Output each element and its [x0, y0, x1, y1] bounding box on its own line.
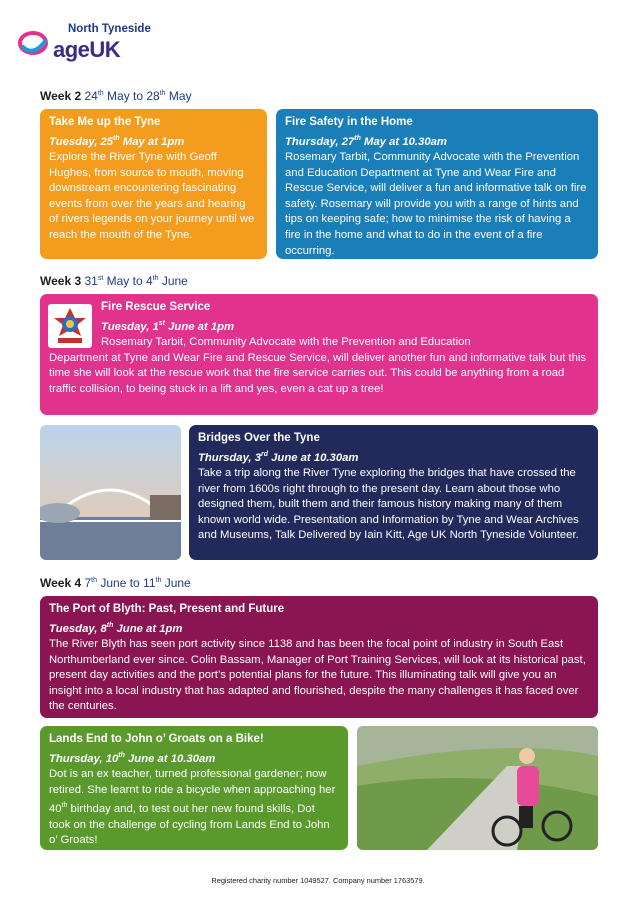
- event-card-fire-rescue-service: [40, 294, 598, 415]
- event-card-take-me-up-the-tyne: [40, 109, 267, 259]
- week-4-heading: Week 4 7th June to 11th June: [40, 576, 191, 590]
- footer-registration-text: Registered charity number 1049527. Company number 1763579.: [211, 876, 425, 885]
- logo-org-name: North Tyneside: [68, 23, 151, 35]
- event-date: Tuesday, 1st June at 1pm: [101, 319, 235, 333]
- age-uk-logo: [18, 18, 178, 62]
- event-title: Fire Rescue Service: [101, 301, 211, 313]
- event-title: Bridges Over the Tyne: [198, 432, 320, 444]
- event-card-bridges-over-the-tyne: [189, 425, 598, 560]
- week-2-heading: Week 2 24th May to 28th May: [40, 89, 192, 103]
- week-3-heading: Week 3 31st May to 4th June: [40, 274, 188, 288]
- event-date: Thursday, 3rd June at 10.30am: [198, 450, 359, 464]
- event-card-lands-end-to-john-o-groats: [40, 726, 348, 850]
- event-description: Rosemary Tarbit, Community Advocate with the Prevention and Education Department at Tyne and Wear Fire and Rescue Service, will deliver a fun and informative talk on fire safety. Rosemary will provide you with a range of hints and tips on keeping safe; how to minimise the risk of having a fire in the home and what to do in the event of a fire occurring.: [285, 150, 587, 257]
- event-description: The River Blyth has seen port activity since 1138 and has been the focal point of industry in South East Northumberland ever since. Colin Bassam, Manager of Port Training Services, will look at its historical past, present day activities and the port’s potential plans for the future. This illuminating talk will give you an insight into a local industry that has adapted and flourished, despite the many challenges it has faced over the centuries.: [49, 637, 586, 713]
- event-title: The Port of Blyth: Past, Present and Future: [49, 603, 285, 615]
- logo-brand: ageUK: [53, 37, 121, 62]
- event-card-fire-safety-in-the-home: [276, 109, 598, 259]
- event-title: Fire Safety in the Home: [285, 116, 413, 128]
- cyclist-photo: [357, 726, 598, 850]
- event-date: Tuesday, 25th May at 1pm: [49, 134, 185, 148]
- event-description: Department at Tyne and Wear Fire and Rescue Service, will deliver another fun and informative talk but this time she will look at the rescue work that the fire service carries out. This could be anything from a road traffic collision, to being stuck in a lift and yes, even a cat up a tree!: [49, 351, 587, 395]
- age-uk-logo-mark-icon: [18, 28, 52, 58]
- event-card-port-of-blyth: [40, 596, 598, 718]
- fire-service-crest-image: [48, 304, 92, 348]
- event-date: Tuesday, 8th June at 1pm: [49, 621, 183, 635]
- event-date: Thursday, 27th May at 10.30am: [285, 134, 447, 148]
- event-title: Take Me up the Tyne: [49, 116, 161, 128]
- event-description: Dot is an ex teacher, turned professional gardener; now retired. She learnt to ride a bicycle when approaching her 40th birthday and, to test out her new found skills, Dot took on the challenge of cycling from Lands End to John o’ Groats!: [49, 767, 336, 847]
- event-title: Lands End to John o’ Groats on a Bike!: [49, 733, 264, 745]
- event-description: Take a trip along the River Tyne exploring the bridges that have crossed the river from 1600s right through to the present day. Learn about those who designed them, built them and their famous history making many of them known world wide. Presentation and Information by Tyne and Wear Archives and Museums, Talk Delivered by Iain Kitt, Age UK North Tyneside Volunteer.: [198, 466, 579, 542]
- event-date: Thursday, 10th June at 10.30am: [49, 751, 216, 765]
- event-description-line1: Rosemary Tarbit, Community Advocate with the Prevention and Education: [101, 335, 471, 348]
- event-description: Explore the River Tyne with Geoff Hughes, from source to mouth, moving downstream encountering fascinating events from over the years and hearing of rivers legends on your journey until we reach the mouth of the Tyne.: [49, 150, 255, 241]
- bridges-photo: [40, 425, 181, 560]
